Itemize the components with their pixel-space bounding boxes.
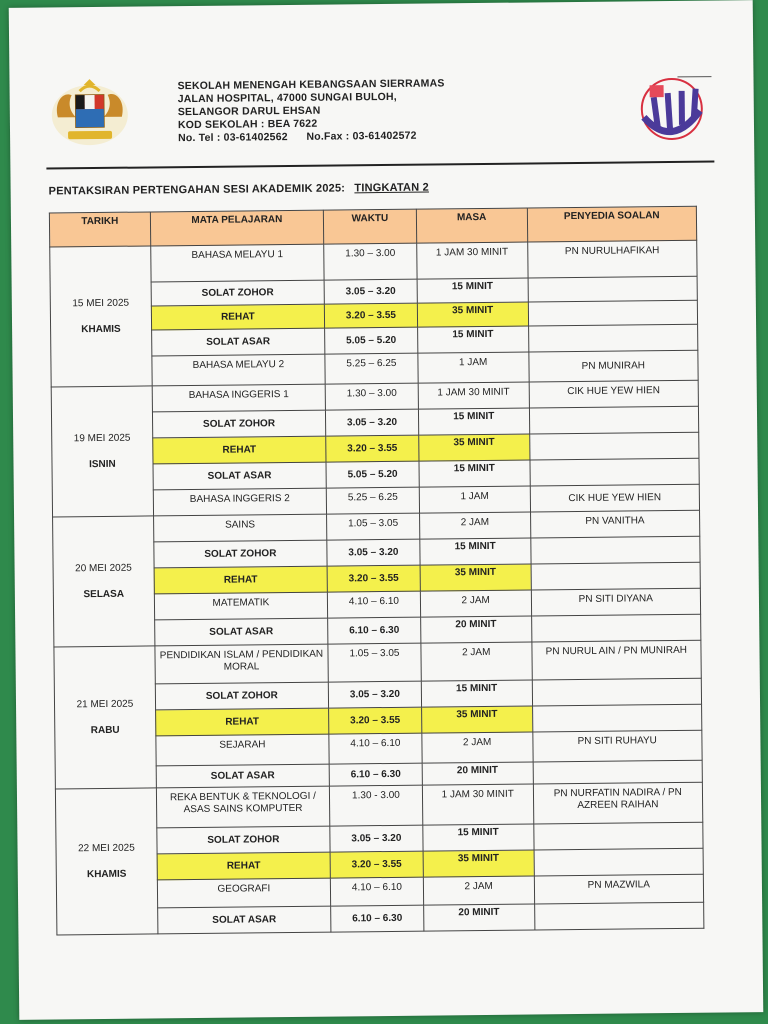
time-cell: 4.10 – 6.10: [330, 877, 423, 906]
time-cell: 5.25 – 6.25: [325, 353, 418, 384]
setter-cell: [532, 678, 702, 706]
duration-cell: 1 JAM: [418, 352, 529, 383]
subject-cell: SOLAT ZOHOR: [151, 280, 325, 306]
duration-cell: 20 MINIT: [423, 904, 534, 931]
time-cell: 6.10 – 6.30: [331, 905, 424, 932]
subject-cell: REHAT: [157, 852, 331, 880]
subject-cell: REHAT: [152, 436, 326, 464]
time-cell: 1.05 – 3.05: [328, 643, 421, 682]
subject-cell: REHAT: [154, 566, 328, 594]
subject-cell: BAHASA INGGERIS 1: [152, 384, 326, 412]
setter-cell: [528, 300, 698, 326]
duration-cell: 2 JAM: [423, 876, 534, 905]
table-row: [55, 782, 702, 829]
school-emblem-icon: [627, 67, 716, 148]
setter-cell: PN MUNIRAH: [528, 350, 698, 382]
exam-date: 19 MEI 2025: [73, 432, 131, 444]
setter-cell: PN NURULHAFIKAH: [527, 240, 697, 278]
coat-of-arms-icon: [49, 77, 130, 150]
document-page: [9, 0, 764, 1020]
school-address-block: [177, 77, 445, 145]
time-cell: 3.05 – 3.20: [324, 279, 417, 304]
exam-date: 15 MEI 2025: [72, 297, 130, 309]
time-cell: 3.20 – 3.55: [324, 303, 417, 328]
school-name: SEKOLAH MENENGAH KEBANGSAAN SIERRAMAS: [177, 77, 445, 93]
setter-cell: [533, 760, 703, 784]
duration-cell: 15 MINIT: [423, 824, 534, 851]
time-cell: 1.30 - 3.00: [329, 785, 422, 826]
setter-cell: PN NURUL AIN / PN MUNIRAH: [532, 640, 702, 680]
setter-cell: [530, 536, 700, 564]
duration-cell: 20 MINIT: [422, 762, 533, 785]
setter-cell: [533, 822, 703, 850]
setter-cell: [534, 848, 704, 876]
time-cell: 1.30 – 3.00: [325, 383, 418, 410]
time-cell: 3.05 – 3.20: [326, 409, 419, 436]
column-header-mata-pelajaran: MATA PELAJARAN: [150, 210, 324, 246]
subject-cell: SOLAT ASAR: [157, 906, 331, 934]
duration-cell: 35 MINIT: [423, 850, 534, 877]
setter-cell: PN VANITHA: [530, 510, 700, 538]
header-divider: [46, 161, 714, 170]
exam-day: KHAMIS: [81, 323, 121, 335]
subject-cell: SOLAT ZOHOR: [154, 540, 328, 568]
setter-cell: [528, 324, 698, 352]
setter-cell: [531, 562, 701, 590]
time-cell: 3.20 – 3.55: [327, 565, 420, 592]
exam-day: ISNIN: [88, 458, 116, 470]
setter-cell: PN NURFATIN NADIRA / PN AZREEN RAIHAN: [533, 782, 703, 824]
subject-cell: SOLAT ZOHOR: [155, 682, 329, 710]
setter-cell: [529, 432, 699, 460]
setter-cell: PN SITI RUHAYU: [532, 730, 702, 762]
setter-cell: [530, 458, 700, 486]
date-cell: [51, 386, 153, 517]
subject-cell: PENDIDIKAN ISLAM / PENDIDIKAN MORAL: [155, 644, 329, 684]
time-cell: 3.20 – 3.55: [329, 707, 422, 734]
exam-date: 20 MEI 2025: [75, 562, 132, 574]
column-header-penyedia-soalan: PENYEDIA SOALAN: [527, 206, 697, 242]
duration-cell: 2 JAM: [422, 732, 533, 763]
form-level: TINGKATAN 2: [354, 181, 429, 195]
school-code: KOD SEKOLAH : BEA 7622: [177, 117, 318, 132]
subject-cell: SOLAT ASAR: [151, 328, 325, 356]
column-header-waktu: WAKTU: [323, 209, 416, 244]
setter-cell: [531, 614, 701, 642]
duration-cell: 1 JAM 30 MINIT: [418, 382, 529, 409]
exam-day: RABU: [90, 724, 120, 736]
duration-cell: 2 JAM: [420, 590, 531, 617]
time-cell: 6.10 – 6.30: [329, 763, 422, 786]
column-header-masa: MASA: [416, 208, 527, 243]
exam-date: 21 MEI 2025: [76, 698, 134, 710]
duration-cell: 20 MINIT: [420, 616, 531, 643]
subject-cell: SOLAT ASAR: [153, 462, 327, 490]
date-cell: [50, 246, 152, 387]
setter-cell: [528, 276, 698, 302]
setter-cell: [532, 704, 702, 732]
time-cell: 5.25 – 6.25: [326, 487, 419, 514]
duration-cell: 15 MINIT: [420, 538, 531, 565]
column-header-tarikh: TARIKH: [49, 212, 150, 247]
time-cell: 1.05 – 3.05: [327, 513, 420, 540]
time-cell: 3.05 – 3.20: [327, 539, 420, 566]
exam-day: KHAMIS: [86, 868, 127, 880]
time-cell: 4.10 – 6.10: [327, 591, 420, 618]
exam-title: PENTAKSIRAN PERTENGAHAN SESI AKADEMIK 2025:: [48, 182, 346, 198]
date-cell: [55, 788, 157, 935]
subject-cell: BAHASA INGGERIS 2: [153, 488, 327, 516]
setter-cell: [534, 902, 704, 930]
duration-cell: 1 JAM 30 MINIT: [422, 784, 533, 825]
subject-cell: BAHASA MELAYU 1: [150, 244, 324, 282]
time-cell: 1.30 – 3.00: [324, 243, 417, 280]
time-cell: 3.20 – 3.55: [326, 435, 419, 462]
document-title: [49, 182, 429, 198]
duration-cell: 35 MINIT: [421, 706, 532, 733]
subject-cell: MATEMATIK: [154, 592, 328, 620]
time-cell: 3.05 – 3.20: [330, 825, 423, 852]
subject-cell: SAINS: [153, 514, 327, 542]
subject-cell: REHAT: [155, 708, 329, 736]
setter-cell: PN SITI DIYANA: [531, 588, 701, 616]
subject-cell: SOLAT ASAR: [156, 764, 330, 788]
exam-timetable: [49, 206, 705, 936]
time-cell: 5.05 – 5.20: [325, 327, 418, 354]
subject-cell: SOLAT ASAR: [154, 618, 328, 646]
duration-cell: 35 MINIT: [419, 434, 530, 461]
duration-cell: 2 JAM: [421, 642, 532, 681]
duration-cell: 15 MINIT: [418, 408, 529, 435]
duration-cell: 15 MINIT: [419, 460, 530, 487]
setter-cell: PN MAZWILA: [534, 874, 704, 904]
subject-cell: GEOGRAFI: [157, 878, 331, 908]
school-state: SELANGOR DARUL EHSAN: [177, 104, 321, 119]
time-cell: 6.10 – 6.30: [328, 617, 421, 644]
exam-date: 22 MEI 2025: [77, 842, 135, 854]
duration-cell: 35 MINIT: [417, 302, 528, 327]
duration-cell: 1 JAM 30 MINIT: [417, 242, 528, 279]
exam-day: SELASA: [83, 588, 125, 600]
subject-cell: SOLAT ZOHOR: [152, 410, 326, 438]
duration-cell: 2 JAM: [419, 512, 530, 539]
setter-cell: CIK HUE YEW HIEN: [530, 484, 700, 512]
subject-cell: REKA BENTUK & TEKNOLOGI / ASAS SAINS KOMPUTER: [156, 786, 330, 828]
setter-cell: CIK HUE YEW HIEN: [529, 380, 699, 408]
time-cell: 3.20 – 3.55: [330, 851, 423, 878]
time-cell: 4.10 – 6.10: [329, 733, 422, 764]
school-street: JALAN HOSPITAL, 47000 SUNGAI BULOH,: [177, 90, 397, 106]
subject-cell: SOLAT ZOHOR: [157, 826, 331, 854]
duration-cell: 1 JAM: [419, 486, 530, 513]
setter-cell: [529, 406, 699, 434]
date-cell: [54, 646, 156, 789]
time-cell: 3.05 – 3.20: [328, 681, 421, 708]
duration-cell: 35 MINIT: [420, 564, 531, 591]
duration-cell: 15 MINIT: [417, 326, 528, 353]
subject-cell: SEJARAH: [156, 734, 330, 766]
time-cell: 5.05 – 5.20: [326, 461, 419, 488]
subject-cell: REHAT: [151, 304, 325, 330]
duration-cell: 15 MINIT: [421, 680, 532, 707]
date-cell: [53, 516, 155, 647]
subject-cell: BAHASA MELAYU 2: [152, 354, 326, 386]
duration-cell: 15 MINIT: [417, 278, 528, 303]
school-phone-fax: No. Tel : 03-61402562 No.Fax : 03-61402572: [178, 129, 417, 145]
